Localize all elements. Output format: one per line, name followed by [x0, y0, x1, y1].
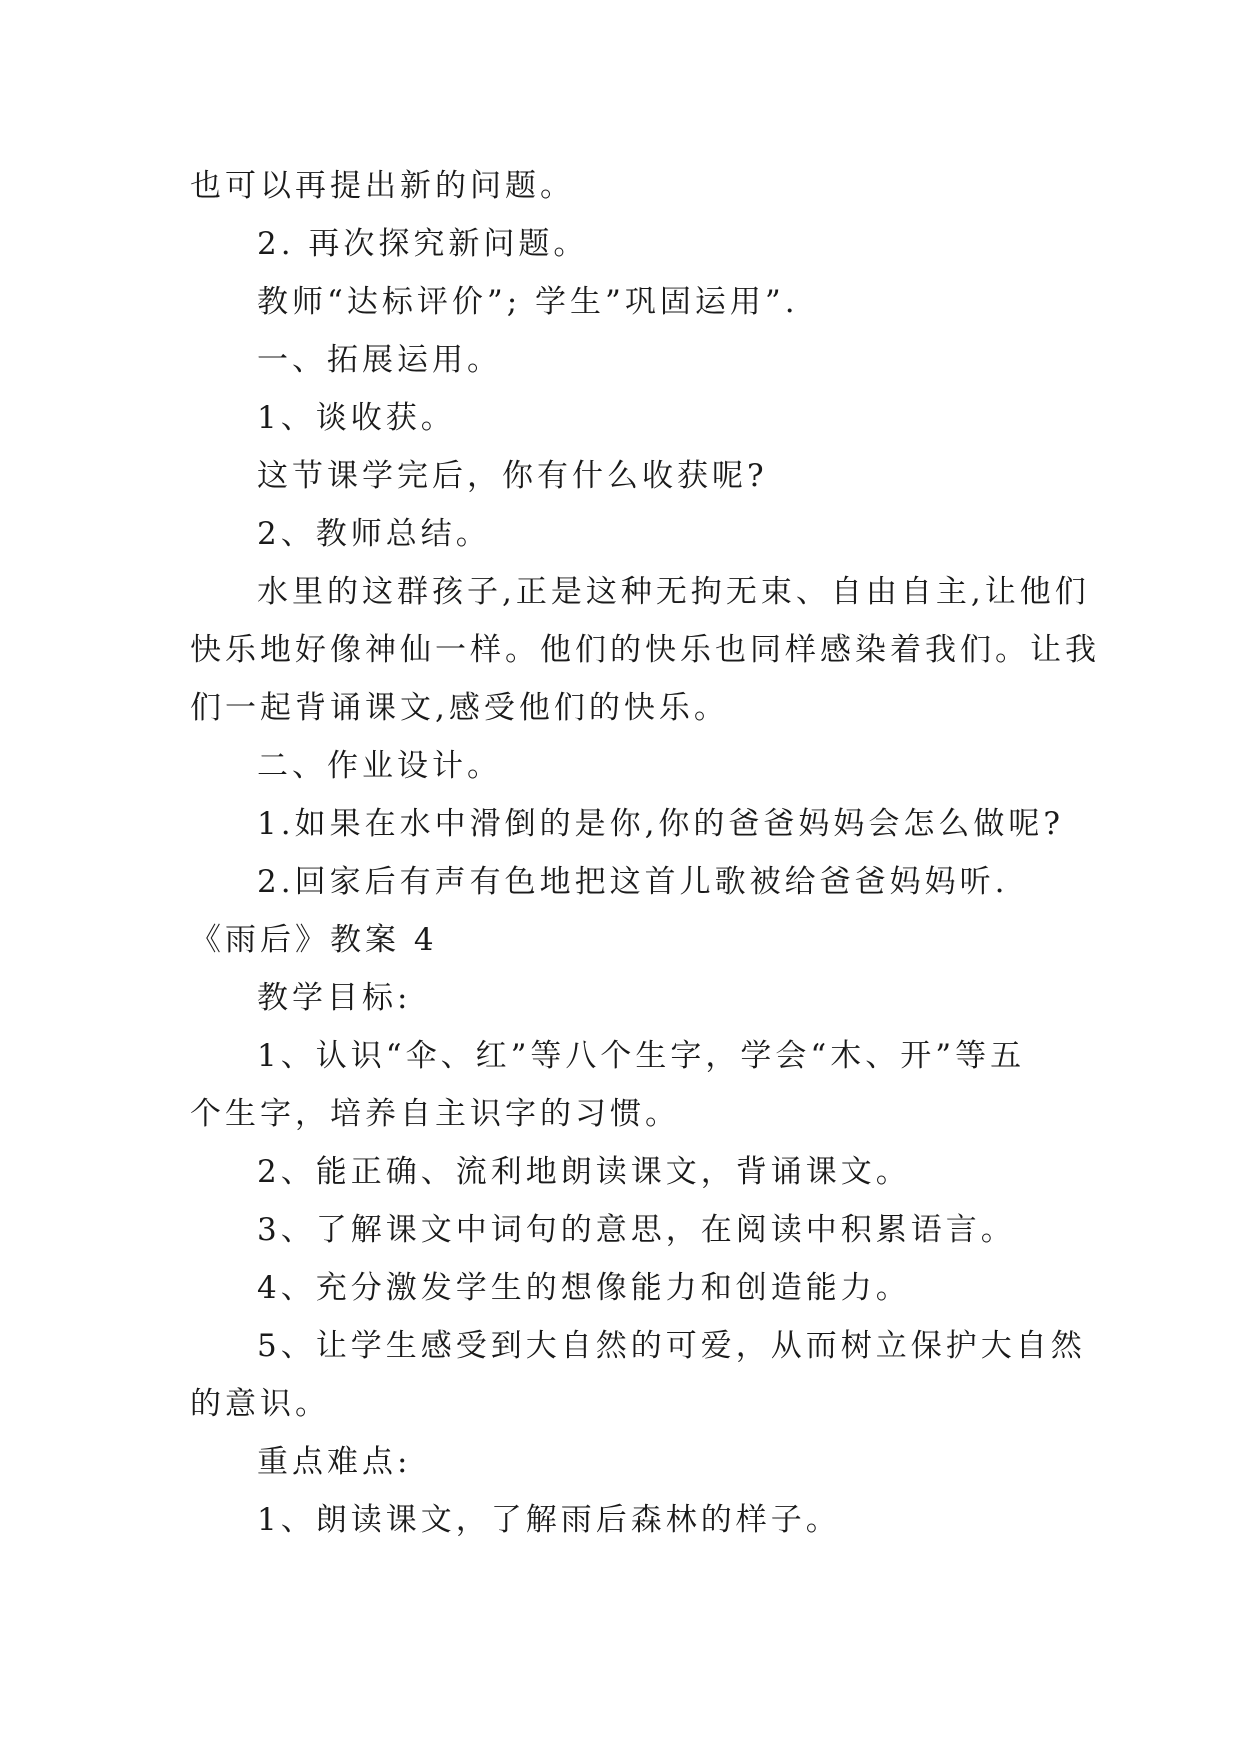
paragraph-line: 2、能正确、流利地朗读课文，背诵课文。	[257, 1154, 911, 1190]
paragraph-line: 1、朗读课文，了解雨后森林的样子。	[257, 1502, 841, 1538]
paragraph-line: 水里的这群孩子,正是这种无拘无束、自由自主,让他们	[257, 574, 1090, 610]
section-heading: 二、作业设计。	[257, 748, 502, 784]
paragraph-line: 1、谈收获。	[257, 400, 456, 436]
lesson-title: 《雨后》教案 4	[190, 922, 438, 958]
paragraph-line: 5、让学生感受到大自然的可爱，从而树立保护大自然	[257, 1328, 1086, 1364]
paragraph-line: 个生字，培养自主识字的习惯。	[190, 1096, 680, 1132]
paragraph-line: 2. 再次探究新问题。	[257, 226, 589, 262]
paragraph-line: 3、了解课文中词句的意思，在阅读中积累语言。	[257, 1212, 1016, 1248]
paragraph-line: 教师“达标评价”; 学生”巩固运用”.	[257, 284, 799, 320]
paragraph-line: 的意识。	[190, 1386, 330, 1422]
paragraph-line: 这节课学完后，你有什么收获呢?	[257, 458, 768, 494]
paragraph-line: 1.如果在水中滑倒的是你,你的爸爸妈妈会怎么做呢?	[257, 806, 1065, 842]
paragraph-line: 2、教师总结。	[257, 516, 491, 552]
paragraph-line: 快乐地好像神仙一样。他们的快乐也同样感染着我们。让我	[190, 632, 1100, 668]
section-heading: 重点难点:	[257, 1444, 412, 1480]
paragraph-line: 2.回家后有声有色地把这首儿歌被给爸爸妈妈听.	[257, 864, 1009, 900]
paragraph-line: 1、认识“伞、红”等八个生字，学会“木、开”等五	[257, 1038, 1026, 1074]
section-heading: 教学目标:	[257, 980, 412, 1016]
paragraph-line: 4、充分激发学生的想像能力和创造能力。	[257, 1270, 911, 1306]
paragraph-line: 也可以再提出新的问题。	[190, 168, 575, 204]
paragraph-line: 们一起背诵课文,感受他们的快乐。	[190, 690, 729, 726]
section-heading: 一、拓展运用。	[257, 342, 502, 378]
